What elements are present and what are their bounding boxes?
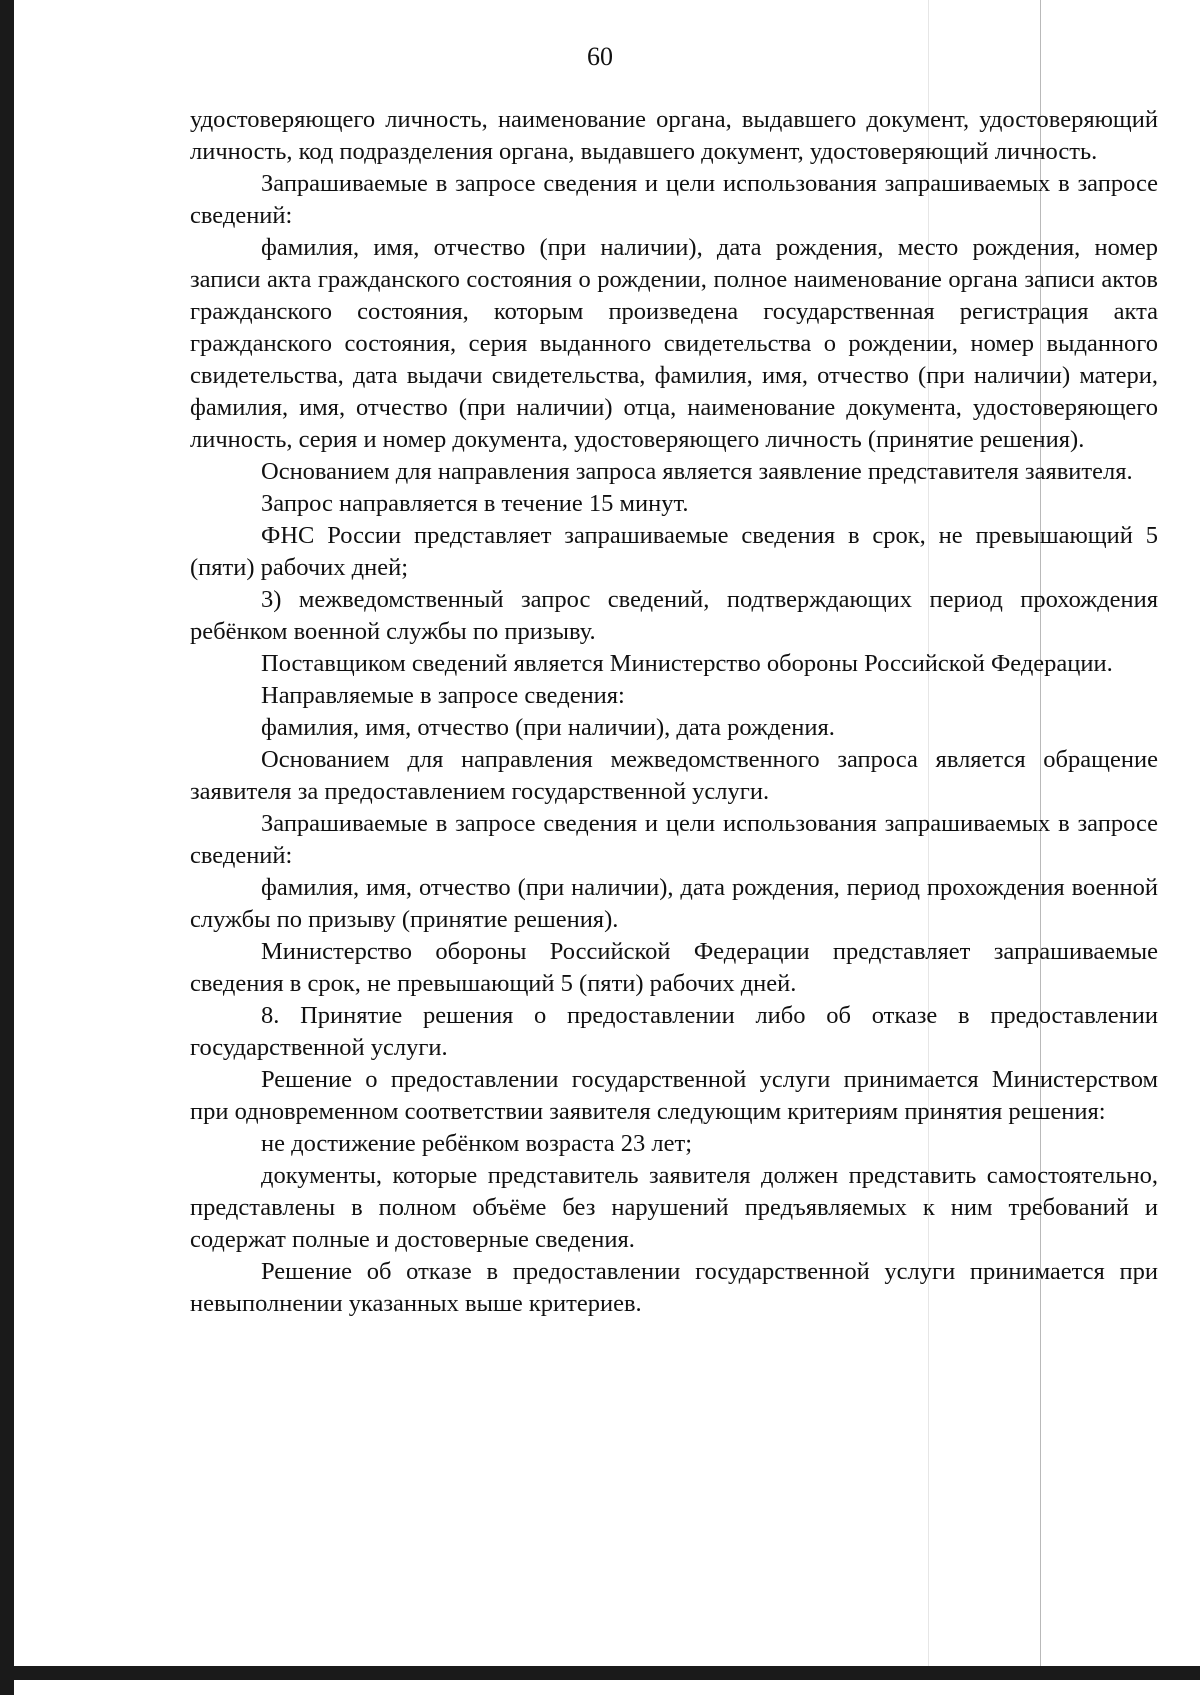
paragraph: не достижение ребёнком возраста 23 лет; (261, 1130, 693, 1157)
paragraph: документы, которые представитель заявителя должен представить самостоятельно, представлены в полном объёме без нарушений предъявляемых к ним требований и содержат полные и достоверные сведения. (190, 1162, 1158, 1253)
page-number: 60 (587, 42, 613, 71)
paragraph: Министерство обороны Российской Федерации представляет запрашиваемые сведения в срок, не превышающий 5 (пяти) рабочих дней. (190, 938, 1158, 997)
scan-left-border (0, 0, 14, 1695)
paragraph: фамилия, имя, отчество (при наличии), дата рождения. (261, 714, 835, 741)
paragraph: Запрашиваемые в запросе сведения и цели использования запрашиваемых в запросе сведений: (190, 810, 1158, 869)
paragraph: удостоверяющего личность, наименование органа, выдавшего документ, удостоверяющий личность, код подразделения органа, выдавшего документ, удостоверяющий личность. (190, 106, 1158, 165)
paragraph: фамилия, имя, отчество (при наличии), дата рождения, место рождения, номер записи акта гражданского состояния о рождении, полное наименование органа записи актов гражданского состояния, которым произведена государственная регистрация акта гражданского состояния, серия выданного свидетельства о рождении, номер выданного свидетельства, дата выдачи свидетельства, фамилия, имя, отчество (при наличии) матери, фамилия, имя, отчество (при наличии) отца, наименование документа, удостоверяющего личность, серия и номер документа, удостоверяющего личность (принятие решения). (190, 234, 1158, 453)
paragraph: Направляемые в запросе сведения: (261, 682, 625, 709)
paragraph: Основанием для направления межведомственного запроса является обращение заявителя за предоставлением государственной услуги. (190, 746, 1158, 805)
paragraph: 8. Принятие решения о предоставлении либо об отказе в предоставлении государственной услуги. (190, 1002, 1158, 1061)
paragraph: Поставщиком сведений является Министерство обороны Российской Федерации. (261, 650, 1113, 677)
paragraph: Запрашиваемые в запросе сведения и цели использования запрашиваемых в запросе сведений: (190, 170, 1158, 229)
paragraph: Основанием для направления запроса является заявление представителя заявителя. (261, 458, 1133, 485)
paragraph: 3) межведомственный запрос сведений, подтверждающих период прохождения ребёнком военной службы по призыву. (190, 586, 1158, 645)
paragraph: Запрос направляется в течение 15 минут. (261, 490, 689, 517)
document-body (190, 104, 1158, 1320)
scan-bottom-border (0, 1666, 1200, 1680)
paragraph: Решение об отказе в предоставлении государственной услуги принимается при невыполнении указанных выше критериев. (190, 1258, 1158, 1317)
paragraph: фамилия, имя, отчество (при наличии), дата рождения, период прохождения военной службы по призыву (принятие решения). (190, 874, 1158, 933)
paragraph: ФНС России представляет запрашиваемые сведения в срок, не превышающий 5 (пяти) рабочих дней; (190, 522, 1158, 581)
paragraph: Решение о предоставлении государственной услуги принимается Министерством при одновременном соответствии заявителя следующим критериям принятия решения: (190, 1066, 1158, 1125)
